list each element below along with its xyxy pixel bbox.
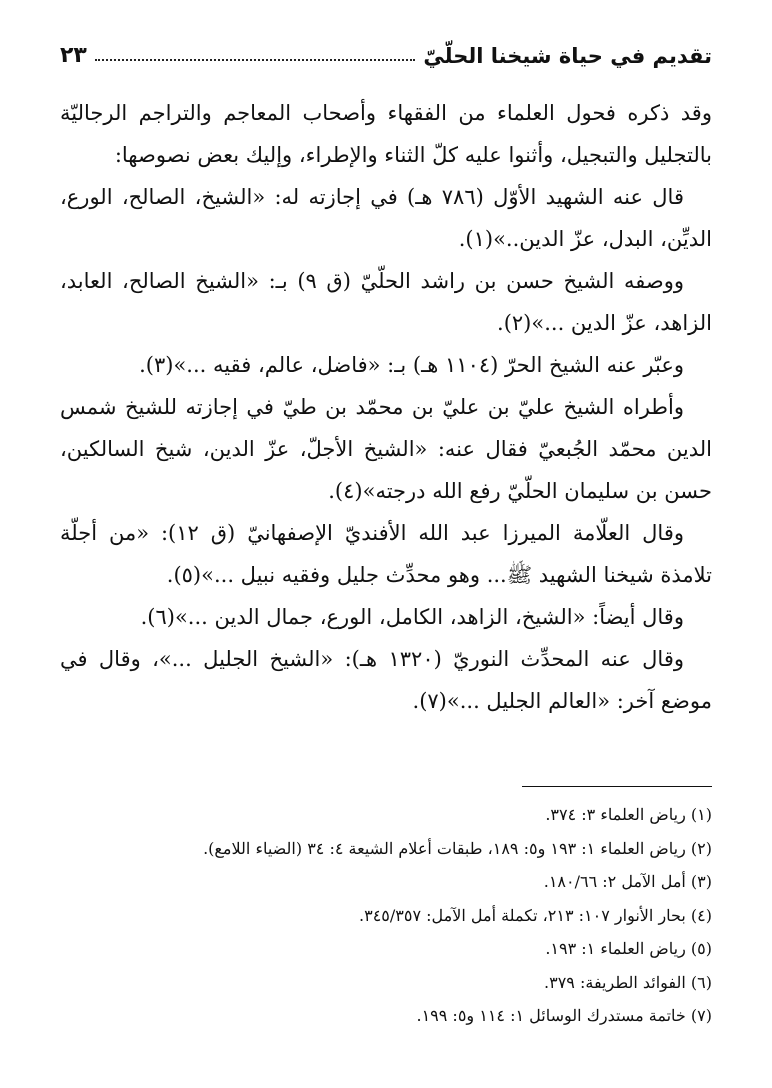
header-dotted-leader <box>95 58 416 61</box>
footnote-3: (٣) أمل الآمل ٢: ١٨٠/٦٦. <box>543 872 712 891</box>
footnote-5: (٥) رياض العلماء ١: ١٩٣. <box>545 939 712 958</box>
paragraph-hasan-ibn-rashid: ووصفه الشيخ حسن بن راشد الحلّيّ (ق ٩) بـ: «الشيخ الصالح، العابد، الزاهد، عزّ الدين ...»(٢). <box>60 269 712 335</box>
paragraph-afandi: وقال العلّامة الميرزا عبد الله الأفنديّ الإصفهانيّ (ق ١٢): «من أجلّة تلامذة شيخنا الشهيد ﷺ... وهو محدِّث جليل وفقيه نبيل ...»(٥). <box>60 521 712 587</box>
paragraph-afandi-also: وقال أيضاً: «الشيخ، الزاهد، الكامل، الورع، جمال الدين ...»(٦). <box>140 605 684 629</box>
footnote-1: (١) رياض العلماء ٣: ٣٧٤. <box>545 805 712 824</box>
page-number: ٢٣ <box>60 43 87 68</box>
footnote-6: (٦) الفوائد الطريفة: ٣٧٩. <box>544 972 712 992</box>
body-text <box>60 92 712 722</box>
footnote-separator <box>522 786 712 787</box>
header-title: تقديم في حياة شيخنا الحلّيّ <box>423 44 712 68</box>
paragraph-shahid-awwal: قال عنه الشهيد الأوّل (٧٨٦ هـ) في إجازته له: «الشيخ، الصالح، الورع، الديِّن، البدل، عزّ الدين..»(١). <box>60 185 712 251</box>
paragraph-nuri: وقال عنه المحدِّث النوريّ (١٣٢٠ هـ): «الشيخ الجليل ...»، وقال في موضع آخر: «العالم الجليل ...»(٧). <box>60 647 712 713</box>
paragraph-intro: وقد ذكره فحول العلماء من الفقهاء وأصحاب المعاجم والتراجم الرجاليّة بالتجليل والتبجيل، وأثنوا عليه كلّ الثناء والإطراء، وإليك بعض نصوصها: <box>60 101 712 167</box>
footnote-2: (٢) رياض العلماء ١: ١٩٣ و٥: ١٨٩، طبقات أعلام الشيعة ٤: ٣٤ (الضياء اللامع). <box>203 838 712 858</box>
paragraph-ibn-tayy: وأطراه الشيخ عليّ بن عليّ بن محمّد بن طيّ في إجازته للشيخ شمس الدين محمّد الجُبعيّ فقال عنه: «الشيخ الأجلّ، عزّ الدين، شيخ السالكين، حسن بن سليمان الحلّيّ رفع الله درجته»(٤). <box>60 395 712 503</box>
footnote-7: (٧) خاتمة مستدرك الوسائل ١: ١١٤ و٥: ١٩٩. <box>416 1006 712 1025</box>
running-header <box>60 32 712 68</box>
footnotes <box>60 798 712 1033</box>
footnote-4: (٤) بحار الأنوار ١٠٧: ٢١٣، تكملة أمل الآمل: ٣٤٥/٣٥٧. <box>359 905 712 925</box>
paragraph-hurr: وعبّر عنه الشيخ الحرّ (١١٠٤ هـ) بـ: «فاضل، عالم، فقيه ...»(٣). <box>139 353 684 377</box>
